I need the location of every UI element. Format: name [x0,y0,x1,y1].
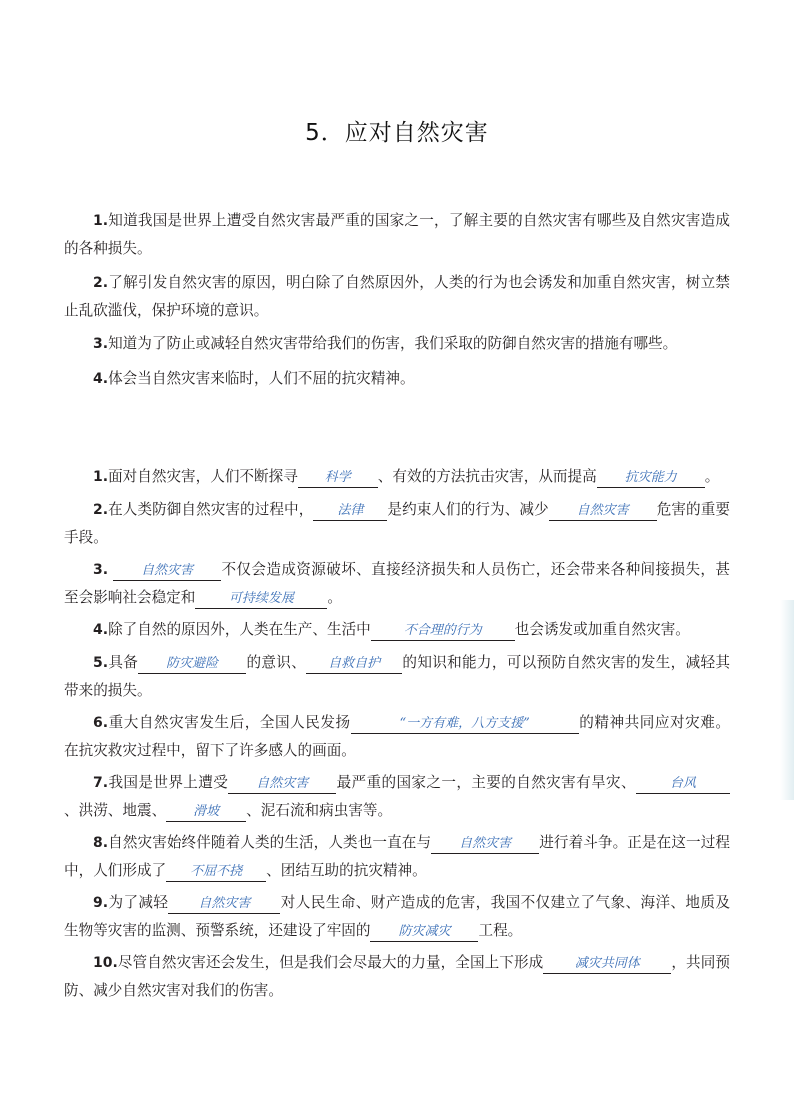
question-text: 危害的重要手段。 [64,501,730,546]
item-number: 1. [93,469,109,485]
item-number: 9. [93,895,109,911]
question-text: 、有效的方法抗击灾害，从而提高 [377,468,597,485]
answer-blank: 自然灾害 [431,835,539,854]
item-number: 5. [93,655,109,671]
exercise-item [64,889,730,944]
exercise-item [64,709,730,764]
item-number: 1. [93,213,109,229]
answer-blank: 防灾减灾 [370,923,478,942]
item-text: 知道为了防止或减轻自然灾害带给我们的伤害，我们采取的防御自然灾害的措施有哪些。 [108,335,678,352]
answer-blank: 减灾共同体 [543,955,671,974]
question-text: 自然灾害始终伴随着人类的生活，人类也一直在与 [108,834,432,851]
item-number: 10. [93,955,118,971]
exercise-item [64,949,730,1004]
item-number: 3. [93,562,109,578]
item-number: 2. [93,502,109,518]
question-text: 、团结互助的抗灾精神。 [266,862,427,879]
objective-item [64,207,730,262]
item-number: 4. [93,622,109,638]
exercise-item [64,463,730,491]
answer-blank: 自然灾害 [168,895,280,914]
question-text: 的知识和能力，可以预防自然灾害的发生，减轻其带来的损失。 [64,654,730,699]
question-text: 具备 [108,654,139,671]
question-text: 、泥石流和病虫害等。 [246,802,393,819]
answer-blank: 不屈不挠 [166,863,266,882]
answer-blank: 抗灾能力 [597,469,705,488]
answer-blank: 自救自护 [306,655,402,674]
question-text: 尽管自然灾害还会发生，但是我们会尽最大的力量，全国上下形成 [117,954,544,971]
answer-blank: 滑坡 [166,803,246,822]
answer-blank: 自然灾害 [228,775,336,794]
question-text: 对人民生命、财产造成的危害，我国不仅建立了气象、海洋、地质及生物等灾害的监测、预警系统，还建设了牢固的 [64,894,730,939]
question-text: 我国是世界上遭受 [108,774,229,791]
item-number: 8. [93,835,109,851]
question-text: 在人类防御自然灾害的过程中， [108,501,314,518]
answer-blank: 自然灾害 [113,562,221,581]
exercise-item [64,649,730,704]
scan-edge-shading [780,600,794,800]
question-text: ，共同预防、减少自然灾害对我们的伤害。 [64,954,730,999]
answer-blank: 可持续发展 [195,590,327,609]
item-number: 6. [93,715,109,731]
question-text: 的精神共同应对灾难。在抗灾救灾过程中，留下了许多感人的画面。 [64,714,730,759]
objective-item [64,269,730,324]
exercise-item [64,769,730,824]
question-text: 进行着斗争。正是在这一过程中，人们形成了 [64,834,730,879]
answer-blank: 不合理的行为 [371,622,515,641]
question-text: 重大自然灾害发生后，全国人民发扬 [108,714,351,731]
exercise-item [64,829,730,884]
exercise-item [64,556,730,611]
question-text: 面对自然灾害，人们不断探寻 [108,468,298,485]
item-text: 了解引发自然灾害的原因，明白除了自然原因外，人类的行为也会诱发和加重自然灾害，树立禁止乱砍滥伐，保护环境的意识。 [64,273,730,319]
answer-blank: “一方有难，八方支援” [351,715,579,734]
exercise-item [64,496,730,551]
learning-objectives [64,207,730,399]
question-text: 最严重的国家之一，主要的自然灾害有旱灾、 [336,774,636,791]
fill-in-exercises [64,463,730,1009]
objective-item [64,330,730,358]
page-title: 5．应对自然灾害 [305,120,489,146]
item-number: 2. [93,274,109,291]
question-text: 是约束人们的行为、减少 [387,501,549,518]
item-number: 4. [93,370,109,387]
question-text: 为了减轻 [108,894,169,911]
question-text: 。 [327,589,342,606]
question-text: 的意识、 [246,654,307,671]
answer-blank: 科学 [298,469,378,488]
answer-blank: 自然灾害 [549,502,657,521]
item-number: 3. [93,336,109,352]
question-text: 。 [704,468,720,485]
question-text: 工程。 [478,922,523,939]
item-text: 知道我国是世界上遭受自然灾害最严重的国家之一，了解主要的自然灾害有哪些及自然灾害造成的各种损失。 [64,212,730,257]
answer-blank: 法律 [313,502,387,521]
question-text: 也会诱发或加重自然灾害。 [514,621,690,638]
item-number: 7. [93,775,109,791]
objective-item [64,365,730,393]
question-text: 不仅会造成资源破坏、直接经济损失和人员伤亡，还会带来各种间接损失，甚至会影响社会稳定和 [64,561,730,606]
exercise-item [64,616,730,644]
answer-blank: 防灾避险 [138,655,246,674]
item-text: 体会当自然灾害来临时，人们不屈的抗灾精神。 [108,369,415,387]
question-text: 除了自然的原因外，人类在生产、生活中 [108,621,371,638]
answer-blank: 台风 [636,775,730,794]
question-text: 、洪涝、地震、 [64,802,167,819]
